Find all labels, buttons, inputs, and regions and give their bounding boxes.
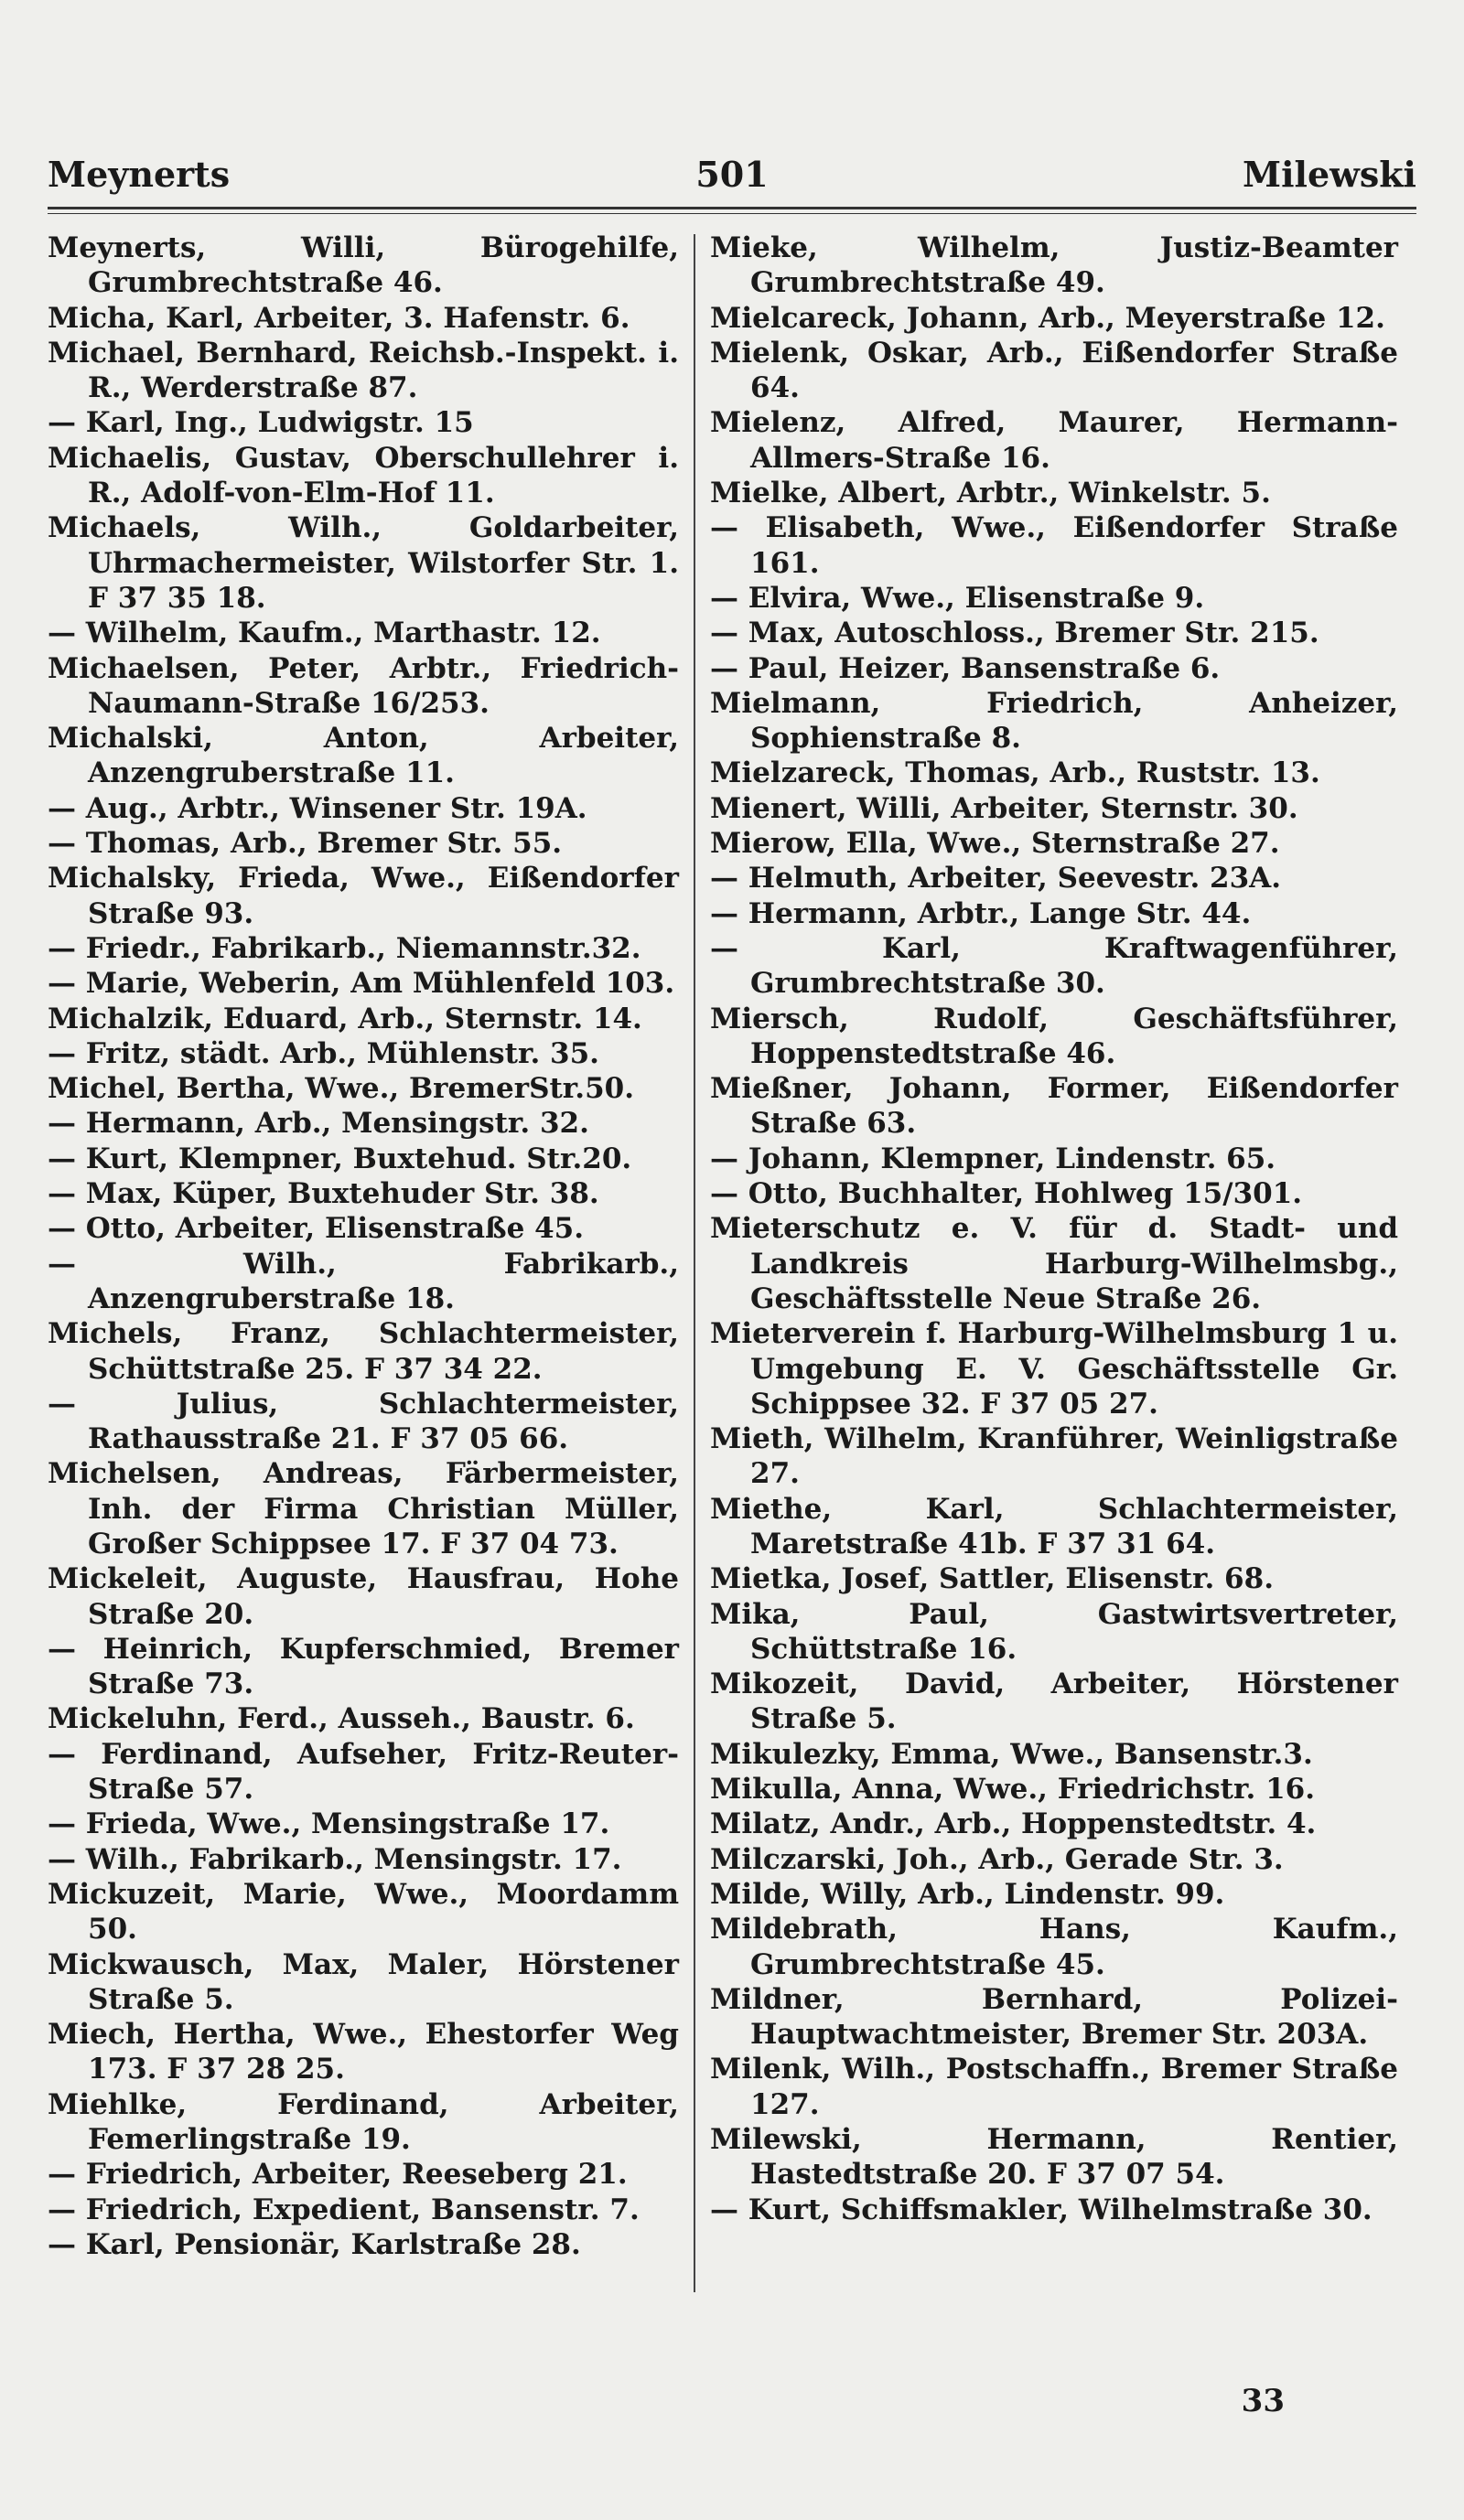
directory-entry: — Max, Küper, Buxtehuder Str. 38.	[48, 1177, 599, 1211]
left-column	[48, 231, 679, 2262]
directory-entry: Mickeleit, Auguste, Hausfrau, Hohe Straße 20.	[48, 1562, 679, 1631]
directory-entry: — Thomas, Arb., Bremer Str. 55.	[48, 827, 563, 861]
directory-entry: Milatz, Andr., Arb., Hoppenstedtstr. 4.	[710, 1807, 1317, 1841]
directory-entry: Mienert, Willi, Arbeiter, Sternstr. 30.	[710, 791, 1298, 825]
directory-entry: Mielcareck, Johann, Arb., Meyerstraße 12.	[710, 301, 1385, 335]
directory-entry: Michaels, Wilh., Goldarbeiter, Uhrmachermeister, Wilstorfer Str. 1. F 37 35 18.	[48, 511, 679, 615]
directory-entry: Mielenk, Oskar, Arb., Eißendorfer Straße 64.	[710, 336, 1398, 405]
page-number: 501	[695, 154, 769, 195]
directory-entry: — Karl, Ing., Ludwigstr. 15	[48, 406, 474, 440]
directory-entry: Mikozeit, David, Arbeiter, Hörstener Straße 5.	[710, 1667, 1398, 1736]
directory-entry: Mieth, Wilhelm, Kranführer, Weinligstraße 27.	[710, 1422, 1398, 1491]
header-right-keyword: Milewski	[1243, 154, 1416, 195]
directory-entry: Miethe, Karl, Schlachtermeister, Maretstraße 41b. F 37 31 64.	[710, 1492, 1398, 1560]
directory-entry: — Helmuth, Arbeiter, Seevestr. 23A.	[710, 862, 1282, 895]
directory-entry: — Max, Autoschloss., Bremer Str. 215.	[710, 617, 1319, 650]
directory-entry: — Otto, Buchhalter, Hohlweg 15/301.	[710, 1177, 1303, 1211]
directory-entry: Milenk, Wilh., Postschaffn., Bremer Straße 127.	[710, 2053, 1398, 2121]
directory-entry: Michelsen, Andreas, Färbermeister, Inh. der Firma Christian Müller, Großer Schippsee 17. F 37 04 73.	[48, 1457, 679, 1560]
directory-entry: — Elisabeth, Wwe., Eißendorfer Straße 161.	[710, 511, 1398, 580]
directory-entry: Miehlke, Ferdinand, Arbeiter, Femerlingstraße 19.	[48, 2087, 679, 2157]
directory-entry: Michaelis, Gustav, Oberschullehrer i. R., Adolf-von-Elm-Hof 11.	[48, 441, 679, 510]
directory-entry: — Ferdinand, Aufseher, Fritz-Reuter-Straße 57.	[48, 1737, 679, 1807]
directory-entry: Mieke, Wilhelm, Justiz-Beamter Grumbrechtstraße 49.	[710, 231, 1398, 300]
directory-entry: Michael, Bernhard, Reichsb.-Inspekt. i. R., Werderstraße 87.	[48, 336, 679, 405]
directory-entry: — Elvira, Wwe., Elisenstraße 9.	[710, 581, 1205, 615]
directory-entry: — Otto, Arbeiter, Elisenstraße 45.	[48, 1212, 585, 1246]
directory-entry: Milewski, Hermann, Rentier, Hastedtstraße 20. F 37 07 54.	[710, 2123, 1398, 2192]
footer-signature: 33	[1241, 2383, 1285, 2419]
directory-entry: — Kurt, Schiffsmakler, Wilhelmstraße 30.	[710, 2193, 1372, 2226]
header-rule-thin	[48, 213, 1416, 214]
directory-entry: — Kurt, Klempner, Buxtehud. Str.20.	[48, 1142, 632, 1175]
directory-entry: Milczarski, Joh., Arb., Gerade Str. 3.	[710, 1842, 1284, 1876]
directory-entry: — Friedr., Fabrikarb., Niemannstr.32.	[48, 931, 641, 965]
directory-entry: Mika, Paul, Gastwirtsvertreter, Schüttstraße 16.	[710, 1597, 1398, 1666]
directory-entry: Mielke, Albert, Arbtr., Winkelstr. 5.	[710, 477, 1271, 510]
directory-entry: Micha, Karl, Arbeiter, 3. Hafenstr. 6.	[48, 301, 630, 335]
header-left-keyword: Meynerts	[48, 154, 231, 195]
directory-entry: Mierow, Ella, Wwe., Sternstraße 27.	[710, 827, 1280, 861]
directory-entry: — Heinrich, Kupferschmied, Bremer Straße 73.	[48, 1632, 679, 1701]
directory-entry: — Julius, Schlachtermeister, Rathausstraße 21. F 37 05 66.	[48, 1387, 679, 1456]
directory-entry: — Fritz, städt. Arb., Mühlenstr. 35.	[48, 1036, 599, 1070]
directory-entry: Michalsky, Frieda, Wwe., Eißendorfer Straße 93.	[48, 862, 679, 930]
directory-entry: — Friedrich, Expedient, Bansenstr. 7.	[48, 2193, 640, 2226]
directory-entry: Milde, Willy, Arb., Lindenstr. 99.	[710, 1877, 1225, 1911]
directory-entry: — Hermann, Arb., Mensingstr. 32.	[48, 1107, 589, 1141]
directory-entry: Mielzareck, Thomas, Arb., Ruststr. 13.	[710, 756, 1320, 790]
directory-entry: Michalzik, Eduard, Arb., Sternstr. 14.	[48, 1002, 642, 1035]
directory-entry: — Wilh., Fabrikarb., Mensingstr. 17.	[48, 1842, 622, 1876]
directory-entry: Mietka, Josef, Sattler, Elisenstr. 68.	[710, 1562, 1274, 1596]
directory-entry: Michaelsen, Peter, Arbtr., Friedrich-Naumann-Straße 16/253.	[48, 651, 679, 720]
column-divider	[694, 234, 695, 2292]
directory-entry: Michels, Franz, Schlachtermeister, Schüttstraße 25. F 37 34 22.	[48, 1317, 679, 1386]
directory-entry: — Hermann, Arbtr., Lange Str. 44.	[710, 896, 1252, 930]
directory-entry: Mickeluhn, Ferd., Ausseh., Baustr. 6.	[48, 1702, 635, 1736]
directory-entry: Mikulla, Anna, Wwe., Friedrichstr. 16.	[710, 1773, 1316, 1807]
directory-entry: Mielmann, Friedrich, Anheizer, Sophienstraße 8.	[710, 686, 1398, 756]
directory-entry: — Frieda, Wwe., Mensingstraße 17.	[48, 1807, 610, 1841]
header-rule-thick	[48, 207, 1416, 209]
directory-entry: Mieterverein f. Harburg-Wilhelmsburg 1 u. Umgebung E. V. Geschäftsstelle Gr. Schippsee 32. F 37 05 27.	[710, 1317, 1398, 1421]
directory-entry: Miech, Hertha, Wwe., Ehestorfer Weg 173. F 37 28 25.	[48, 2018, 679, 2086]
directory-entry: — Johann, Klempner, Lindenstr. 65.	[710, 1142, 1276, 1175]
directory-entry: Mildner, Bernhard, Polizei-Hauptwachtmeister, Bremer Str. 203A.	[710, 1982, 1398, 2052]
directory-entry: Michel, Bertha, Wwe., BremerStr.50.	[48, 1072, 635, 1106]
directory-entry: — Friedrich, Arbeiter, Reeseberg 21.	[48, 2158, 628, 2192]
directory-entry: Mickwausch, Max, Maler, Hörstener Straße 5.	[48, 1947, 679, 2016]
directory-entry: — Wilh., Fabrikarb., Anzengruberstraße 18.	[48, 1247, 679, 1315]
directory-entry: — Paul, Heizer, Bansenstraße 6.	[710, 651, 1221, 685]
directory-entry: Mickuzeit, Marie, Wwe., Moordamm 50.	[48, 1877, 679, 1946]
directory-entry: Mieterschutz e. V. für d. Stadt- und Landkreis Harburg-Wilhelmsbg., Geschäftsstelle Neue Straße 26.	[710, 1212, 1398, 1315]
directory-entry: — Marie, Weberin, Am Mühlenfeld 103.	[48, 967, 675, 1001]
directory-entry: Mießner, Johann, Former, Eißendorfer Straße 63.	[710, 1072, 1398, 1141]
directory-entry: Mildebrath, Hans, Kaufm., Grumbrechtstraße 45.	[710, 1913, 1398, 1981]
directory-entry: — Karl, Pensionär, Karlstraße 28.	[48, 2227, 581, 2261]
directory-entry: Miersch, Rudolf, Geschäftsführer, Hoppenstedtstraße 46.	[710, 1002, 1398, 1070]
directory-entry: — Karl, Kraftwagenführer, Grumbrechtstraße 30.	[710, 931, 1398, 1001]
directory-entry: Michalski, Anton, Arbeiter, Anzengruberstraße 11.	[48, 722, 679, 790]
directory-entry: Mikulezky, Emma, Wwe., Bansenstr.3.	[710, 1737, 1313, 1771]
right-column	[710, 231, 1398, 2227]
directory-entry: Meynerts, Willi, Bürogehilfe, Grumbrechtstraße 46.	[48, 231, 679, 300]
directory-entry: — Wilhelm, Kaufm., Marthastr. 12.	[48, 617, 601, 650]
directory-entry: — Aug., Arbtr., Winsener Str. 19A.	[48, 791, 587, 825]
directory-entry: Mielenz, Alfred, Maurer, Hermann-Allmers-Straße 16.	[710, 406, 1398, 475]
page-header	[48, 154, 1416, 196]
